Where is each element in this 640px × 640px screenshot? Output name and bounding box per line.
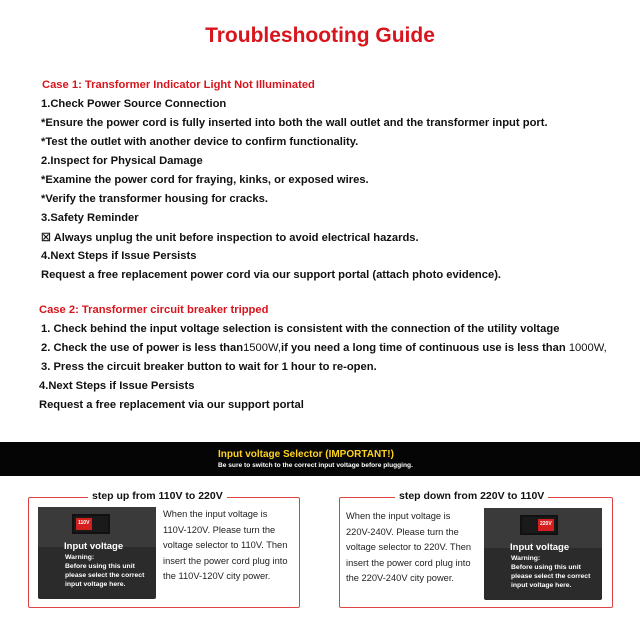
step-up-device-image bbox=[38, 507, 156, 599]
step-up-description: When the input voltage is 110V-120V. Please turn the voltage selector to 110V. Then insert the power cord plug into the 110V-120V city power. bbox=[163, 509, 288, 581]
case2-line: Request a free replacement via our support portal bbox=[39, 399, 304, 411]
case1-heading: Case 1: Transformer Indicator Light Not Illuminated bbox=[42, 79, 315, 91]
device-label: Input voltage bbox=[64, 541, 124, 552]
case1-line: *Examine the power cord for fraying, kinks, or exposed wires. bbox=[41, 174, 369, 186]
case2-line-part: if you need a long time of continuous use is less than bbox=[281, 342, 569, 354]
case1-line: 4.Next Steps if Issue Persists bbox=[41, 250, 197, 262]
case2-line: 1. Check behind the input voltage selection is consistent with the connection of the utility voltage bbox=[41, 323, 560, 335]
case2-line-part: 2. Check the use of power is less than bbox=[41, 342, 244, 354]
case1-line: Request a free replacement power cord via our support portal (attach photo evidence). bbox=[41, 269, 502, 281]
power-limit-1500: 1500W, bbox=[243, 342, 281, 354]
case1-line: *Test the outlet with another device to confirm functionality. bbox=[41, 136, 359, 148]
voltage-switch: 110V bbox=[72, 514, 110, 534]
banner-title: Input voltage Selector (IMPORTANT!) bbox=[218, 449, 394, 460]
case2-heading: Case 2: Transformer circuit breaker tripped bbox=[39, 304, 269, 316]
case2-line bbox=[41, 342, 607, 354]
device-label: Input voltage bbox=[510, 542, 570, 553]
step-down-heading: step down from 220V to 110V bbox=[395, 490, 548, 502]
case1-line: 2.Inspect for Physical Damage bbox=[41, 155, 203, 167]
case1-line: 3.Safety Reminder bbox=[41, 212, 139, 224]
case2-line: 4.Next Steps if Issue Persists bbox=[39, 380, 195, 392]
device-warning: Warning: Before using this unit please select the correct input voltage here. bbox=[511, 555, 591, 589]
step-down-device-image bbox=[484, 508, 602, 600]
page-title: Troubleshooting Guide bbox=[205, 24, 435, 47]
step-down-description: When the input voltage is 220V-240V. Please turn the voltage selector to 220V. Then insert the power cord plug into the 220V-240V city power. bbox=[346, 511, 472, 583]
voltage-switch: 220V bbox=[520, 515, 558, 535]
step-up-heading: step up from 110V to 220V bbox=[88, 490, 227, 502]
case1-line: 1.Check Power Source Connection bbox=[41, 98, 227, 110]
case1-line: *Verify the transformer housing for cracks. bbox=[41, 193, 268, 205]
case1-line: *Ensure the power cord is fully inserted into both the wall outlet and the transformer input port. bbox=[41, 117, 548, 129]
power-limit-1000: 1000W, bbox=[568, 342, 607, 354]
case2-line: 3. Press the circuit breaker button to wait for 1 hour to re-open. bbox=[41, 361, 377, 373]
banner-subtitle: Be sure to switch to the correct input voltage before plugging. bbox=[218, 462, 413, 469]
device-warning: Warning: Before using this unit please select the correct input voltage here. bbox=[65, 554, 145, 588]
case1-line: ☒ Always unplug the unit before inspection to avoid electrical hazards. bbox=[41, 232, 419, 244]
